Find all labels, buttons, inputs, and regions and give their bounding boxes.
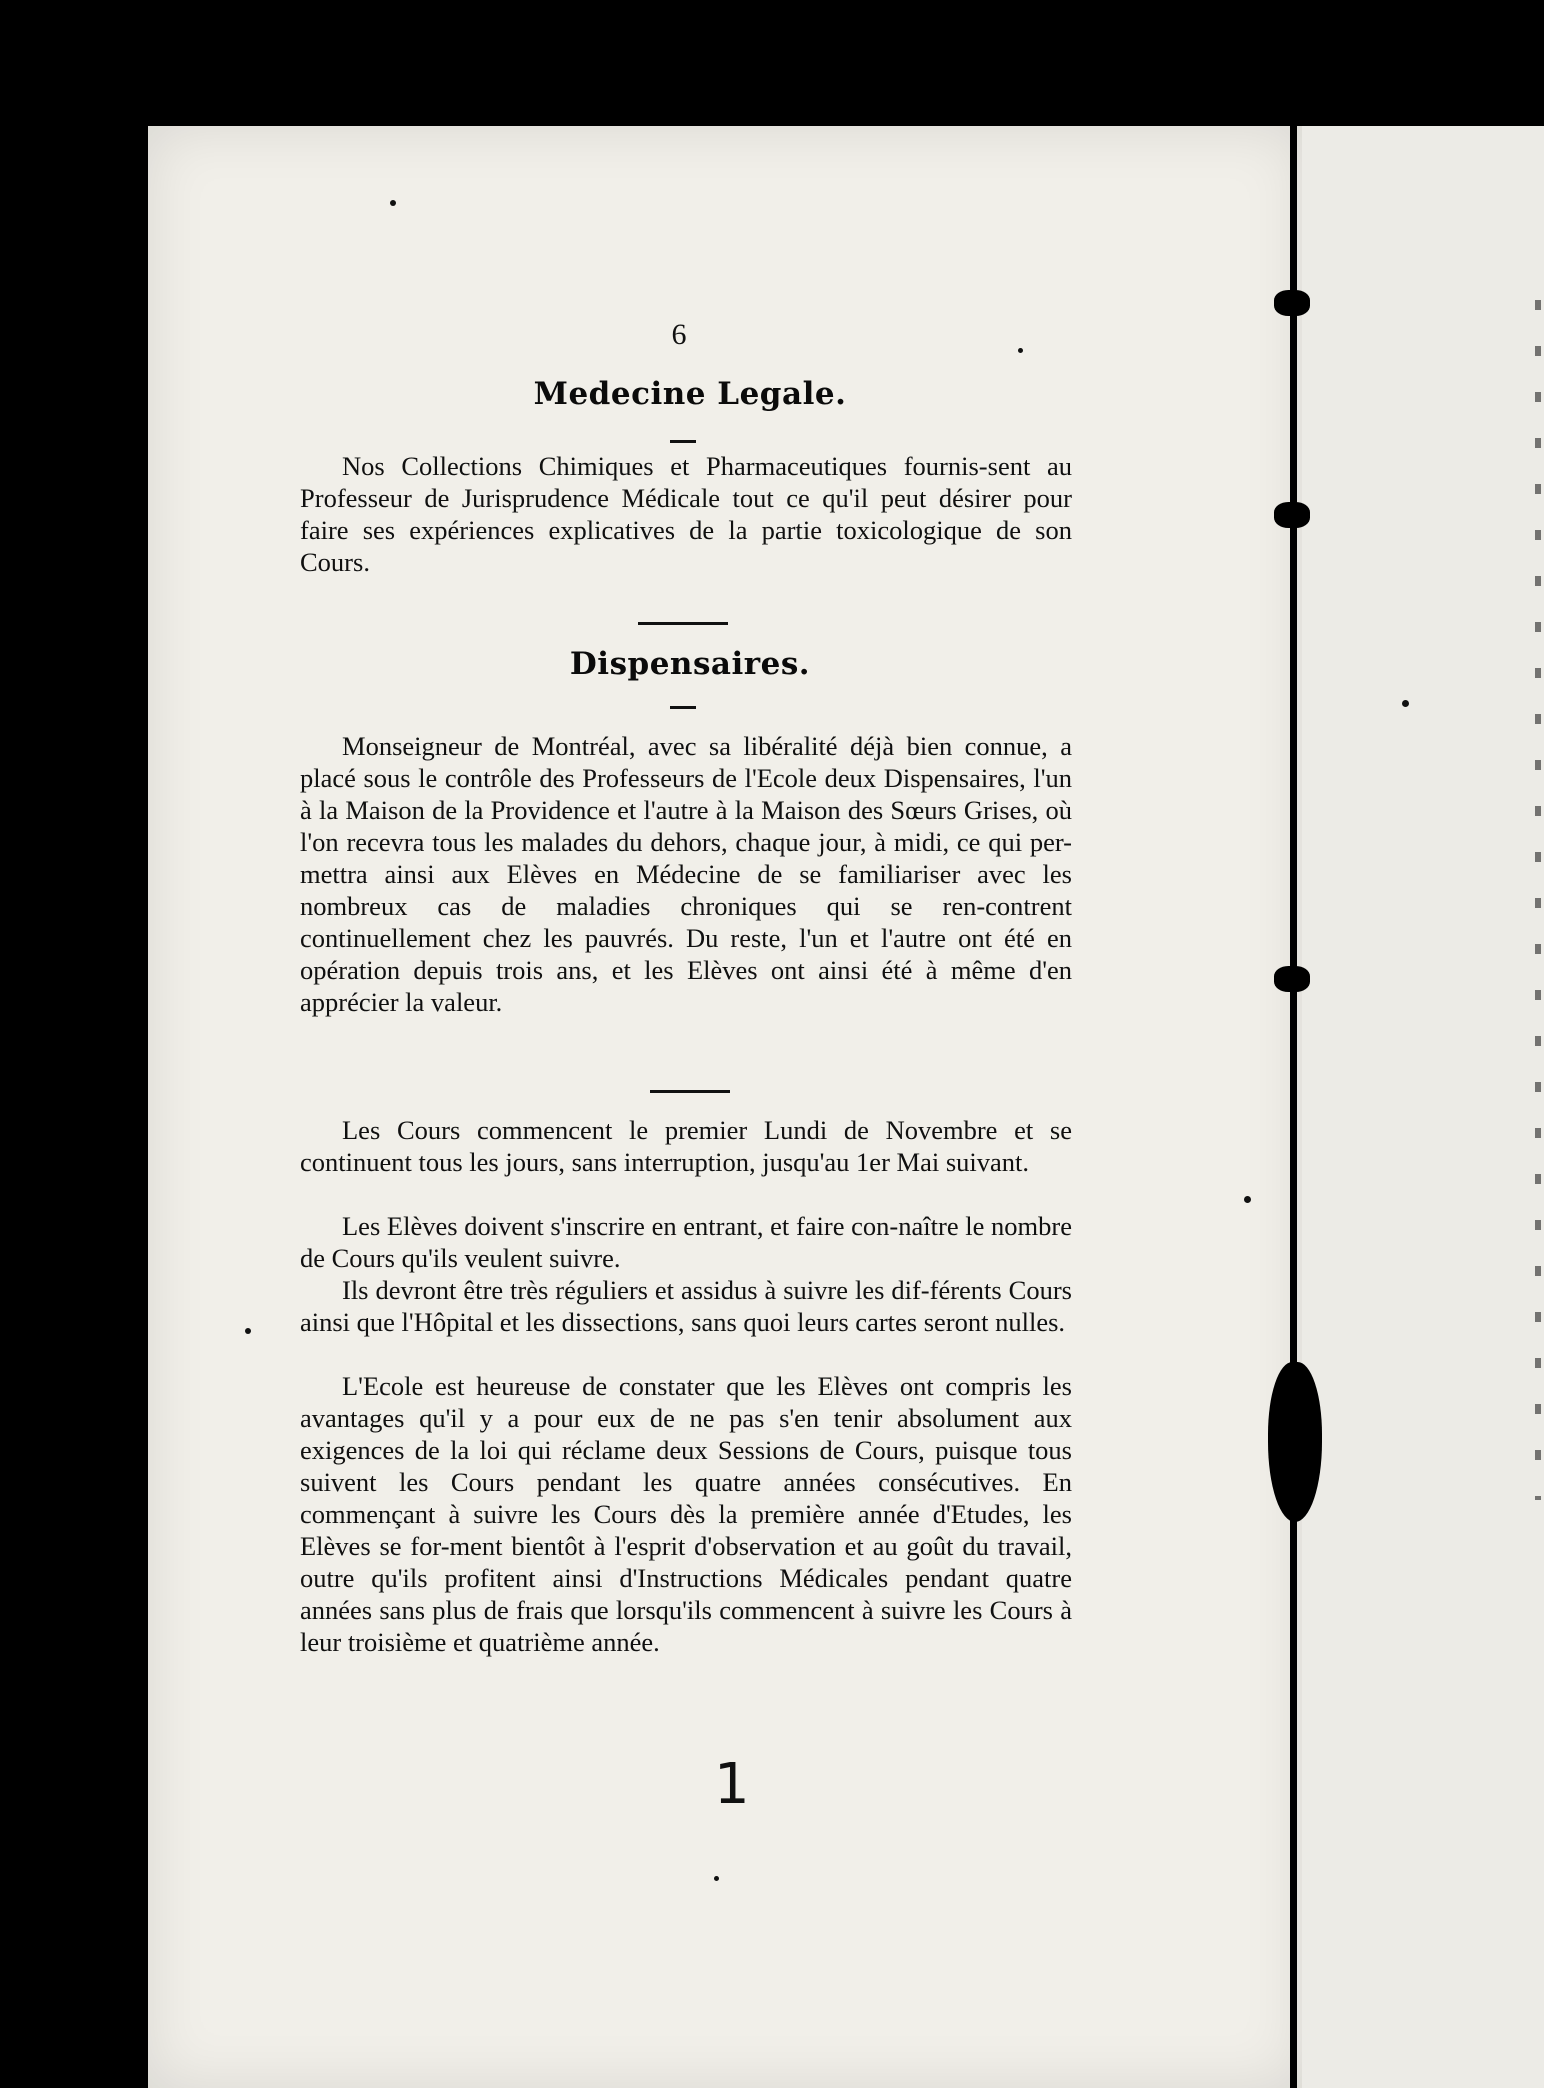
facing-page-text-fragments xyxy=(1535,300,1541,1500)
handwritten-mark: 1 xyxy=(714,1752,750,1817)
short-rule xyxy=(670,706,696,709)
paragraph-cours-dates: Les Cours commencent le premier Lundi de Novembre et se continuent tous les jours, sans interruption, jusqu'au 1er Mai suivant. xyxy=(300,1115,1072,1177)
speck xyxy=(714,1876,719,1881)
speck xyxy=(245,1328,251,1334)
short-rule xyxy=(670,440,696,443)
binding-stitch xyxy=(1274,502,1310,528)
section-divider xyxy=(650,1090,730,1093)
paragraph-medecine-legale: Nos Collections Chimiques et Pharmaceutiques fournis-sent au Professeur de Jurisprudence Médicale tout ce qu'il peut désirer pour faire ses expériences explicatives de la partie toxicologique de son Cours. xyxy=(300,451,1072,577)
facing-page-edge xyxy=(1302,126,1544,2088)
section-heading-medecine-legale: Medecine Legale. xyxy=(533,376,847,412)
binding-stitch xyxy=(1274,290,1310,316)
binding-stitch xyxy=(1274,966,1310,992)
paragraph-dispensaires: Monseigneur de Montréal, avec sa libéralité déjà bien connue, a placé sous le contrôle des Professeurs de l'Ecole deux Dispensaires, l'un à la Maison de la Providence et l'autre à la Maison des Sœurs Grises, où l'on recevra tous les malades du dehors, chaque jour, à midi, ce qui per-mettra ainsi aux Elèves en Médecine de se familiariser avec les nombreux cas de maladies chroniques qui se ren-contrent continuellement chez les pauvrés. Du reste, l'un et l'autre ont été en opération depuis trois ans, et les Elèves ont ainsi été à même d'en apprécier la valeur. xyxy=(300,731,1072,1017)
section-heading-dispensaires: Dispensaires. xyxy=(569,646,811,682)
speck xyxy=(1244,1196,1251,1203)
binding-spine xyxy=(1290,126,1297,2088)
paragraph-assiduite: Ils devront être très réguliers et assidus à suivre les dif-férents Cours ainsi que l'Hôpital et les dissections, sans quoi leurs cartes seront nulles. xyxy=(300,1275,1072,1337)
ink-blot xyxy=(1268,1362,1322,1522)
speck xyxy=(1018,348,1023,353)
section-divider xyxy=(638,622,728,625)
page-number: 6 xyxy=(671,318,687,351)
paragraph-ecole-avantages: L'Ecole est heureuse de constater que les Elèves ont compris les avantages qu'il y a pour eux de ne pas s'en tenir absolument aux exigences de la loi qui réclame deux Sessions de Cours, puisque tous suivent les Cours pendant les quatre années consécutives. En commençant à suivre les Cours dès la première année d'Etudes, les Elèves se for-ment bientôt à l'esprit d'observation et au goût du travail, outre qu'ils profitent ainsi d'Instructions Médicales pendant quatre années sans plus de frais que lorsqu'ils commencent à suivre les Cours à leur troisième et quatrième année. xyxy=(300,1371,1072,1657)
paragraph-inscription: Les Elèves doivent s'inscrire en entrant, et faire con-naître le nombre de Cours qu'ils veulent suivre. xyxy=(300,1211,1072,1273)
speck xyxy=(1402,700,1409,707)
speck xyxy=(390,200,396,206)
